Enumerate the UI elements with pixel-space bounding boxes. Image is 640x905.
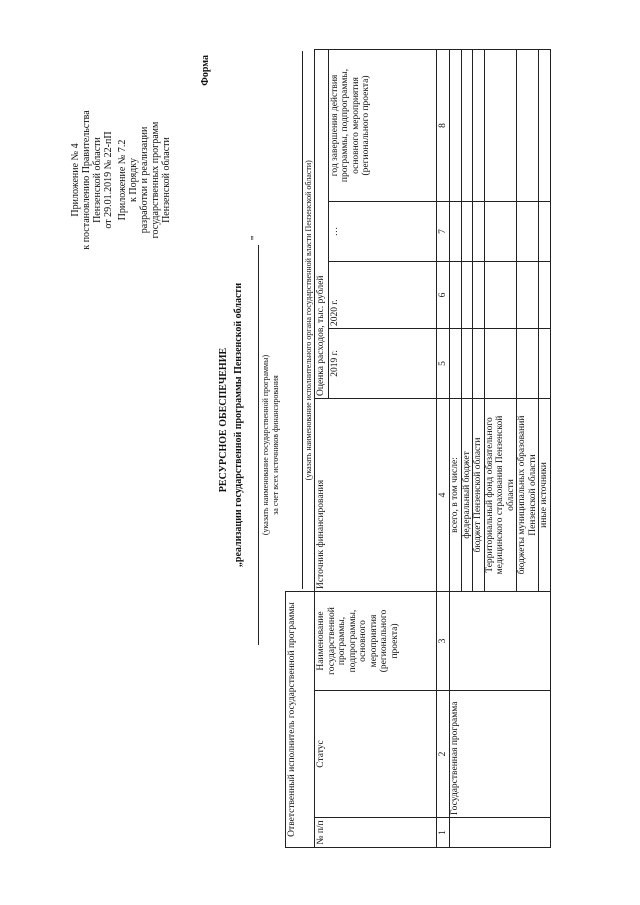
header-completion: год завершения действия программы, подпрограммы, основного мероприятия (регионального проекта) [328,49,436,201]
annex-line-1: Приложение № 4 [70,143,81,217]
value-cell [473,262,485,329]
value-cell [539,202,551,262]
program-name-underline [258,245,259,645]
header-2020: 2020 г. [328,262,436,329]
header-status: Статус [315,691,437,818]
source-municipal: бюджеты муниципальных образований Пензенской области [517,399,539,592]
header-source: Источник финансирования [315,399,437,592]
funding-sources-note: за счет всех источников финансирования [271,375,280,515]
source-total: всего, в том числе: [450,399,462,592]
value-cell [461,329,473,399]
document-subtitle-row [233,175,244,675]
annex-line-5: Приложение № 7.2 [117,139,128,221]
value-cell [484,329,517,399]
document-title: РЕСУРСНОЕ ОБЕСПЕЧЕНИЕ [218,347,229,493]
annex-line-4: от 29.01.2019 № 22-пП [103,131,114,229]
source-other: иные источники [539,399,551,592]
value-cell [517,329,539,399]
column-number-row [436,49,450,847]
value-cell [473,202,485,262]
value-cell [517,202,539,262]
header-estimate: Оценка расходов, тыс. рублей [315,49,329,398]
row-num-cell [450,818,551,848]
value-cell [461,49,473,201]
annex-line-2: к постановлению Правительства [81,110,92,250]
source-tfoms: Территориальный фонд обязательного медицинского страхования Пензенской области [484,399,517,592]
col-number-3: 3 [436,592,450,691]
name-cell [450,592,551,691]
col-number-2: 2 [436,691,450,818]
table-row [450,49,462,847]
annex-line-9: Пензенской области [161,137,172,223]
document-subtitle: реализации государственной программы Пензенской области [233,282,244,563]
annex-line-6: к Порядку [128,158,139,202]
value-cell [539,262,551,329]
open-quote: „ [233,562,244,568]
source-regional: бюджет Пензенской области [473,399,485,592]
header-num: № п/п [315,818,437,848]
value-cell [539,49,551,201]
header-2019: 2019 г. [328,329,436,399]
program-name-hint: (указать наименование государственной программы) [261,354,270,536]
value-cell [450,329,462,399]
annex-block [70,75,172,285]
value-cell [539,329,551,399]
value-cell [473,49,485,201]
responsible-executor-cell: Ответственный исполнитель государственной программы [286,592,315,848]
source-federal: федеральный бюджет [461,399,473,592]
resource-table [285,49,551,848]
value-cell [484,202,517,262]
value-cell [450,49,462,201]
col-number-6: 6 [436,262,450,329]
col-number-8: 8 [436,49,450,201]
value-cell [517,262,539,329]
annex-line-3: Пензенской области [92,137,103,223]
annex-line-8: государственных программ [150,121,161,239]
executive-body-hint-cell [286,49,315,591]
status-cell: Государственная программа [450,691,551,818]
value-cell [450,262,462,329]
header-ellipsis: … [328,202,436,262]
value-cell [461,202,473,262]
value-cell [484,262,517,329]
form-label: Форма [200,55,211,86]
col-number-7: 7 [436,202,450,262]
header-name: Наименование государственной программы, подпрограммы, основного мероприятия (регионального проекта) [315,592,437,691]
close-quote: " [250,235,261,241]
annex-line-7: разработки и реализации [139,126,150,234]
value-cell [473,329,485,399]
col-number-4: 4 [436,399,450,592]
col-number-5: 5 [436,329,450,399]
value-cell [484,49,517,201]
col-number-1: 1 [436,818,450,848]
value-cell [450,202,462,262]
value-cell [517,49,539,201]
value-cell [461,262,473,329]
executive-body-hint: (указать наименование исполнительного органа государственной власти Пензенской области) [302,51,313,589]
